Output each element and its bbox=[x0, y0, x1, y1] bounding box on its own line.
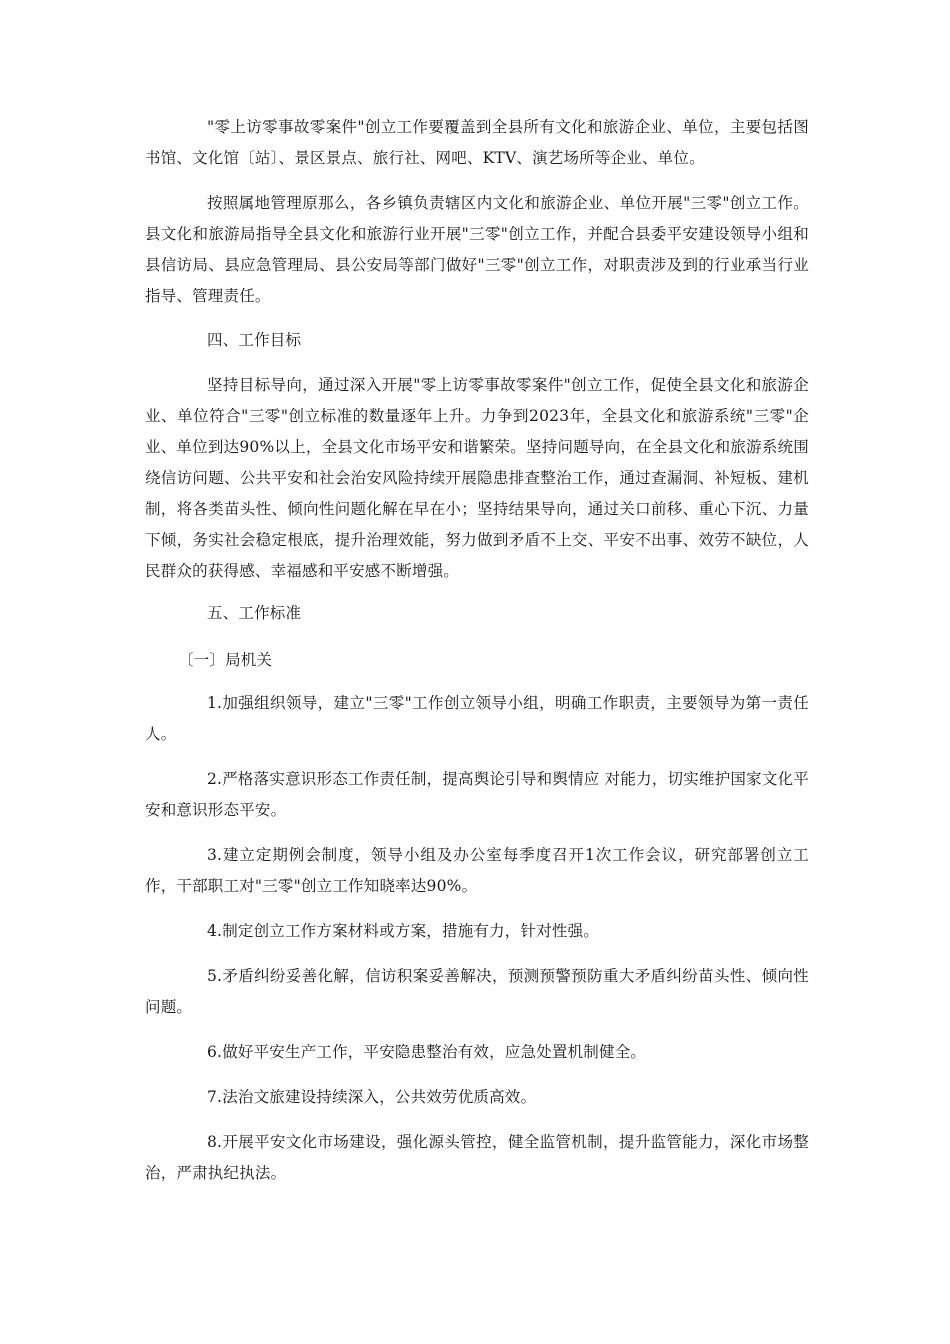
list-item-1: 1.加强组织领导，建立"三零"工作创立领导小组，明确工作职责，主要领导为第一责任人。 bbox=[145, 694, 809, 743]
section-heading-standards: 五、工作标准 bbox=[207, 604, 302, 622]
list-item-6: 6.做好平安生产工作，平安隐患整治有效，应急处置机制健全。 bbox=[207, 1043, 647, 1061]
list-item-8: 8.开展平安文化市场建设，强化源头管控，健全监管机制，提升监管能力，深化市场整治，严肃执纪执法。 bbox=[145, 1133, 809, 1182]
paragraph-goals: 坚持目标导向，通过深入开展"零上访零事故零案件"创立工作，促使全县文化和旅游企业、单位符合"三零"创立标准的数量逐年上升。力争到2023年，全县文化和旅游系统"三零"企业、单位到达90%以上，全县文化市场平安和谐繁荣。坚持问题导向，在全县文化和旅游系统围绕信访问题、公共平安和社会治安风险持续开展隐患排查整治工作，通过查漏洞、补短板、建机制，将各类苗头性、倾向性问题化解在早在小；坚持结果导向，通过关口前移、重心下沉、力量下倾，务实社会稳定根底，提升治理效能，努力做到矛盾不上交、平安不出事、效劳不缺位，人民群众的获得感、幸福感和平安感不断增强。 bbox=[145, 376, 809, 580]
list-item-3: 3.建立定期例会制度，领导小组及办公室每季度召开1次工作会议，研究部署创立工作，干部职工对"三零"创立工作知晓率达90%。 bbox=[145, 846, 809, 895]
list-item-5: 5.矛盾纠纷妥善化解，信访积案妥善解决，预测预警预防重大矛盾纠纷苗头性、倾向性问题。 bbox=[145, 967, 809, 1016]
paragraph-scope: "零上访零事故零案件"创立工作要覆盖到全县所有文化和旅游企业、单位，主要包括图书馆、文化馆〔站〕、景区景点、旅行社、网吧、KTV、演艺场所等企业、单位。 bbox=[145, 118, 809, 167]
list-item-2: 2.严格落实意识形态工作责任制，提高舆论引导和舆情应 对能力，切实维护国家文化平安和意识形态平安。 bbox=[145, 770, 809, 819]
section-heading-goals: 四、工作目标 bbox=[207, 331, 302, 349]
subsection-heading-bureau: 〔一〕局机关 bbox=[178, 651, 273, 669]
paragraph-responsibility: 按照属地管理原那么，各乡镇负责辖区内文化和旅游企业、单位开展"三零"创立工作。县文化和旅游局指导全县文化和旅游行业开展"三零"创立工作，并配合县委平安建设领导小组和县信访局、县应急管理局、县公安局等部门做好"三零"创立工作，对职责涉及到的行业承当行业指导、管理责任。 bbox=[145, 194, 809, 305]
list-item-4: 4.制定创立工作方案材料或方案，措施有力，针对性强。 bbox=[207, 922, 599, 940]
list-item-7: 7.法治文旅建设持续深入，公共效劳优质高效。 bbox=[207, 1088, 537, 1106]
